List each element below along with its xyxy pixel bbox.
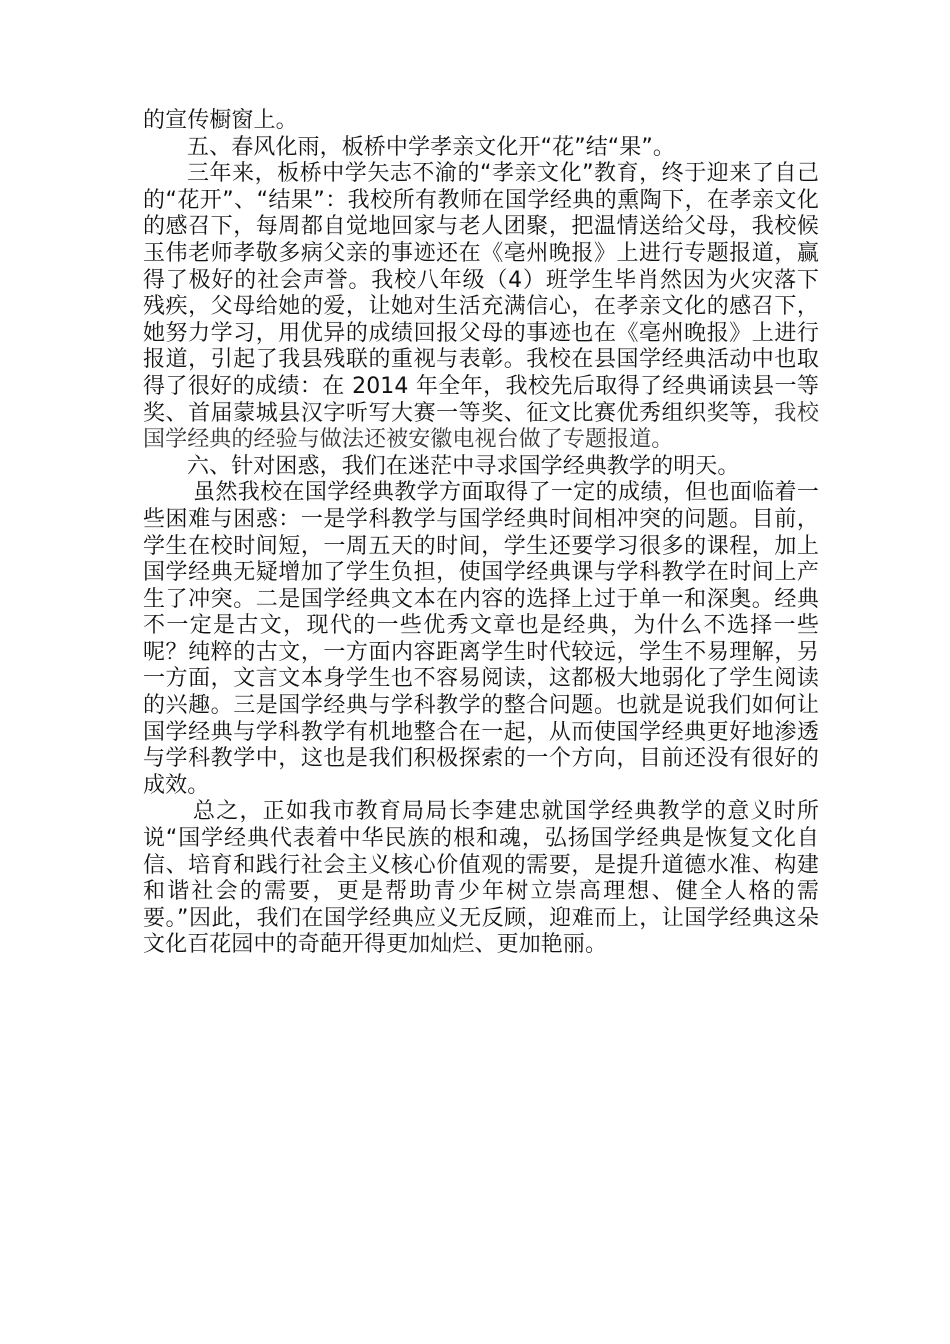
- paragraph-achievements-text: 三年来，板桥中学矢志不渝的“孝亲文化”教育，终于迎来了自己的“花开”、“结果”：我校所有教师在国学经典的熏陶下，在孝亲文化的感召下，每周都自觉地回家与老人团聚，把温情送给父母，我校候玉伟老师孝敬多病父亲的事迹还在《亳州晚报》上进行专题报道，赢得了极好的社会声誉。我校八年级（4）班学生毕肖然因为火灾落下残疾，父母给她的爱，让她对生活充满信心，在孝亲文化的感召下，她努力学习，用优异的成绩回报父母的事迹也在《亳州晚报》上进行报道，引起了我县残联的重视与表彰。我校在县国学经典活动中也取得了很好的成绩：在 2014 年全年，我校先后取得了经典诵读县一等奖、首届蒙城县汉字听写大赛一等奖、征文比赛优秀组织奖等，: [143, 161, 819, 426]
- section-heading-five: 五、春风化雨，板桥中学孝亲文化开“花”结“果”。: [187, 134, 675, 160]
- paragraph-achievements-tail: 我校国学经典的经验与做法还被安徽电视台做了专题报道。: [143, 400, 819, 453]
- paragraph-continuation: 的宣传橱窗上。: [143, 108, 298, 133]
- paragraph-achievements: [143, 161, 819, 454]
- paragraph-conclusion: 总之，正如我市教育局局长李建忠就国学经典教学的意义时所说“国学经典代表着中华民族的根和魂，弘扬国学经典是恢复文化自信、培育和践行社会主义核心价值观的需要，是提升道德水准、构建和谐社会的需要，更是帮助青少年树立崇高理想、健全人格的需要。”因此，我们在国学经典应义无反顾，迎难而上，让国学经典这朵文化百花园中的奇葩开得更加灿烂、更加艳丽。: [143, 799, 819, 958]
- document-page: [143, 108, 819, 959]
- section-heading-six: 六、针对困惑，我们在迷茫中寻求国学经典教学的明天。: [187, 453, 740, 479]
- paragraph-difficulties: 虽然我校在国学经典教学方面取得了一定的成绩，但也面临着一些困难与困惑：一是学科教学与国学经典时间相冲突的问题。目前，学生在校时间短，一周五天的时间，学生还要学习很多的课程，加上国学经典无疑增加了学生负担，使国学经典课与学科教学在时间上产生了冲突。二是国学经典文本在内容的选择上过于单一和深奥。经典不一定是古文，现代的一些优秀文章也是经典，为什么不选择一些呢？纯粹的古文，一方面内容距离学生时代较远，学生不易理解，另一方面，文言文本身学生也不容易阅读，这都极大地弱化了学生阅读的兴趣。三是国学经典与学科教学的整合问题。也就是说我们如何让国学经典与学科教学有机地整合在一起，从而使国学经典更好地渗透与学科教学中，这也是我们积极探索的一个方向，目前还没有很好的成效。: [143, 480, 819, 798]
